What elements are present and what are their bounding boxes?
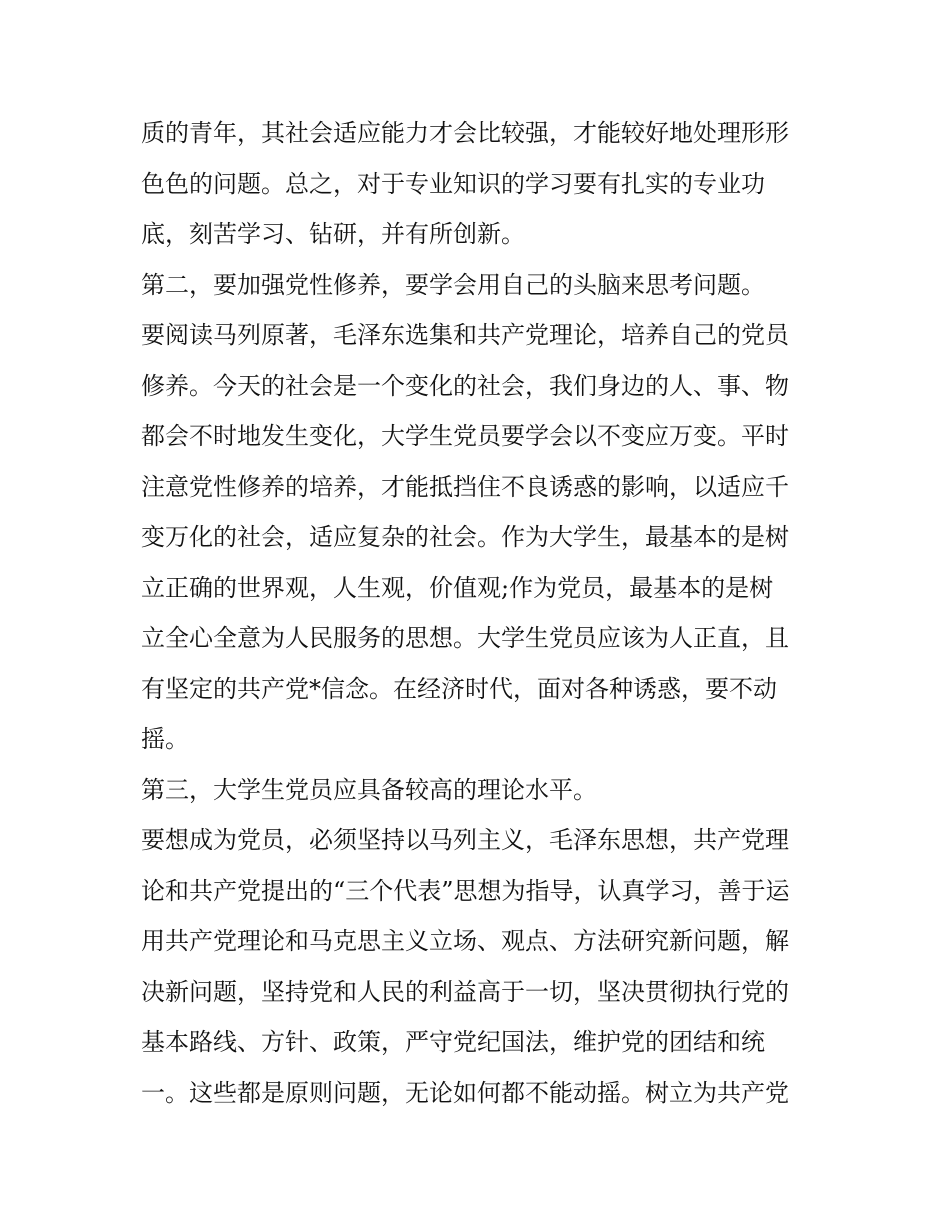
text-line: 立正确的世界观，人生观，价值观;作为党员，最基本的是树 xyxy=(141,573,774,602)
text-line: 一。这些都是原则问题，无论如何都不能动摇。树立为共产党 xyxy=(141,1078,789,1107)
text-line: 要阅读马列原著，毛泽东选集和共产党理论，培养自己的党员 xyxy=(141,321,789,349)
text-line: 注意党性修养的培养，才能抵挡住不良诱惑的影响，以适应千 xyxy=(141,472,789,501)
text-line: 摇。 xyxy=(141,725,189,753)
text-line: 第三，大学生党员应具备较高的理论水平。 xyxy=(141,775,597,804)
text-line: 底，刻苦学习、钻研，并有所创新。 xyxy=(141,220,525,248)
text-line: 基本路线、方针、政策，严守党纪国法，维护党的团结和统 xyxy=(141,1028,765,1056)
document-body xyxy=(141,108,813,1118)
text-line: 色色的问题。总之，对于专业知识的学习要有扎实的专业功 xyxy=(141,169,765,198)
text-line: 用共产党理论和马克思主义立场、观点、方法研究新问题，解 xyxy=(141,927,789,955)
text-line: 决新问题，坚持党和人民的利益高于一切，坚决贯彻执行党的 xyxy=(141,977,789,1006)
text-line: 第二，要加强党性修养，要学会用自己的头脑来思考问题。 xyxy=(141,270,765,299)
text-line: 论和共产党提出的“三个代表”思想为指导，认真学习，善于运 xyxy=(141,876,790,905)
text-line: 要想成为党员，必须坚持以马列主义，毛泽东思想，共产党理 xyxy=(141,826,789,854)
text-line: 都会不时地发生变化，大学生党员要学会以不变应万变。平时 xyxy=(141,422,789,450)
text-line: 立全心全意为人民服务的思想。大学生党员应该为人正直，且 xyxy=(141,624,789,652)
text-line: 质的青年，其社会适应能力才会比较强，才能较好地处理形形 xyxy=(141,119,789,147)
text-line: 修养。今天的社会是一个变化的社会，我们身边的人、事、物 xyxy=(141,371,789,400)
text-line: 有坚定的共产党*信念。在经济时代，面对各种诱惑，要不动 xyxy=(141,674,777,703)
text-line: 变万化的社会，适应复杂的社会。作为大学生，最基本的是树 xyxy=(141,523,789,551)
